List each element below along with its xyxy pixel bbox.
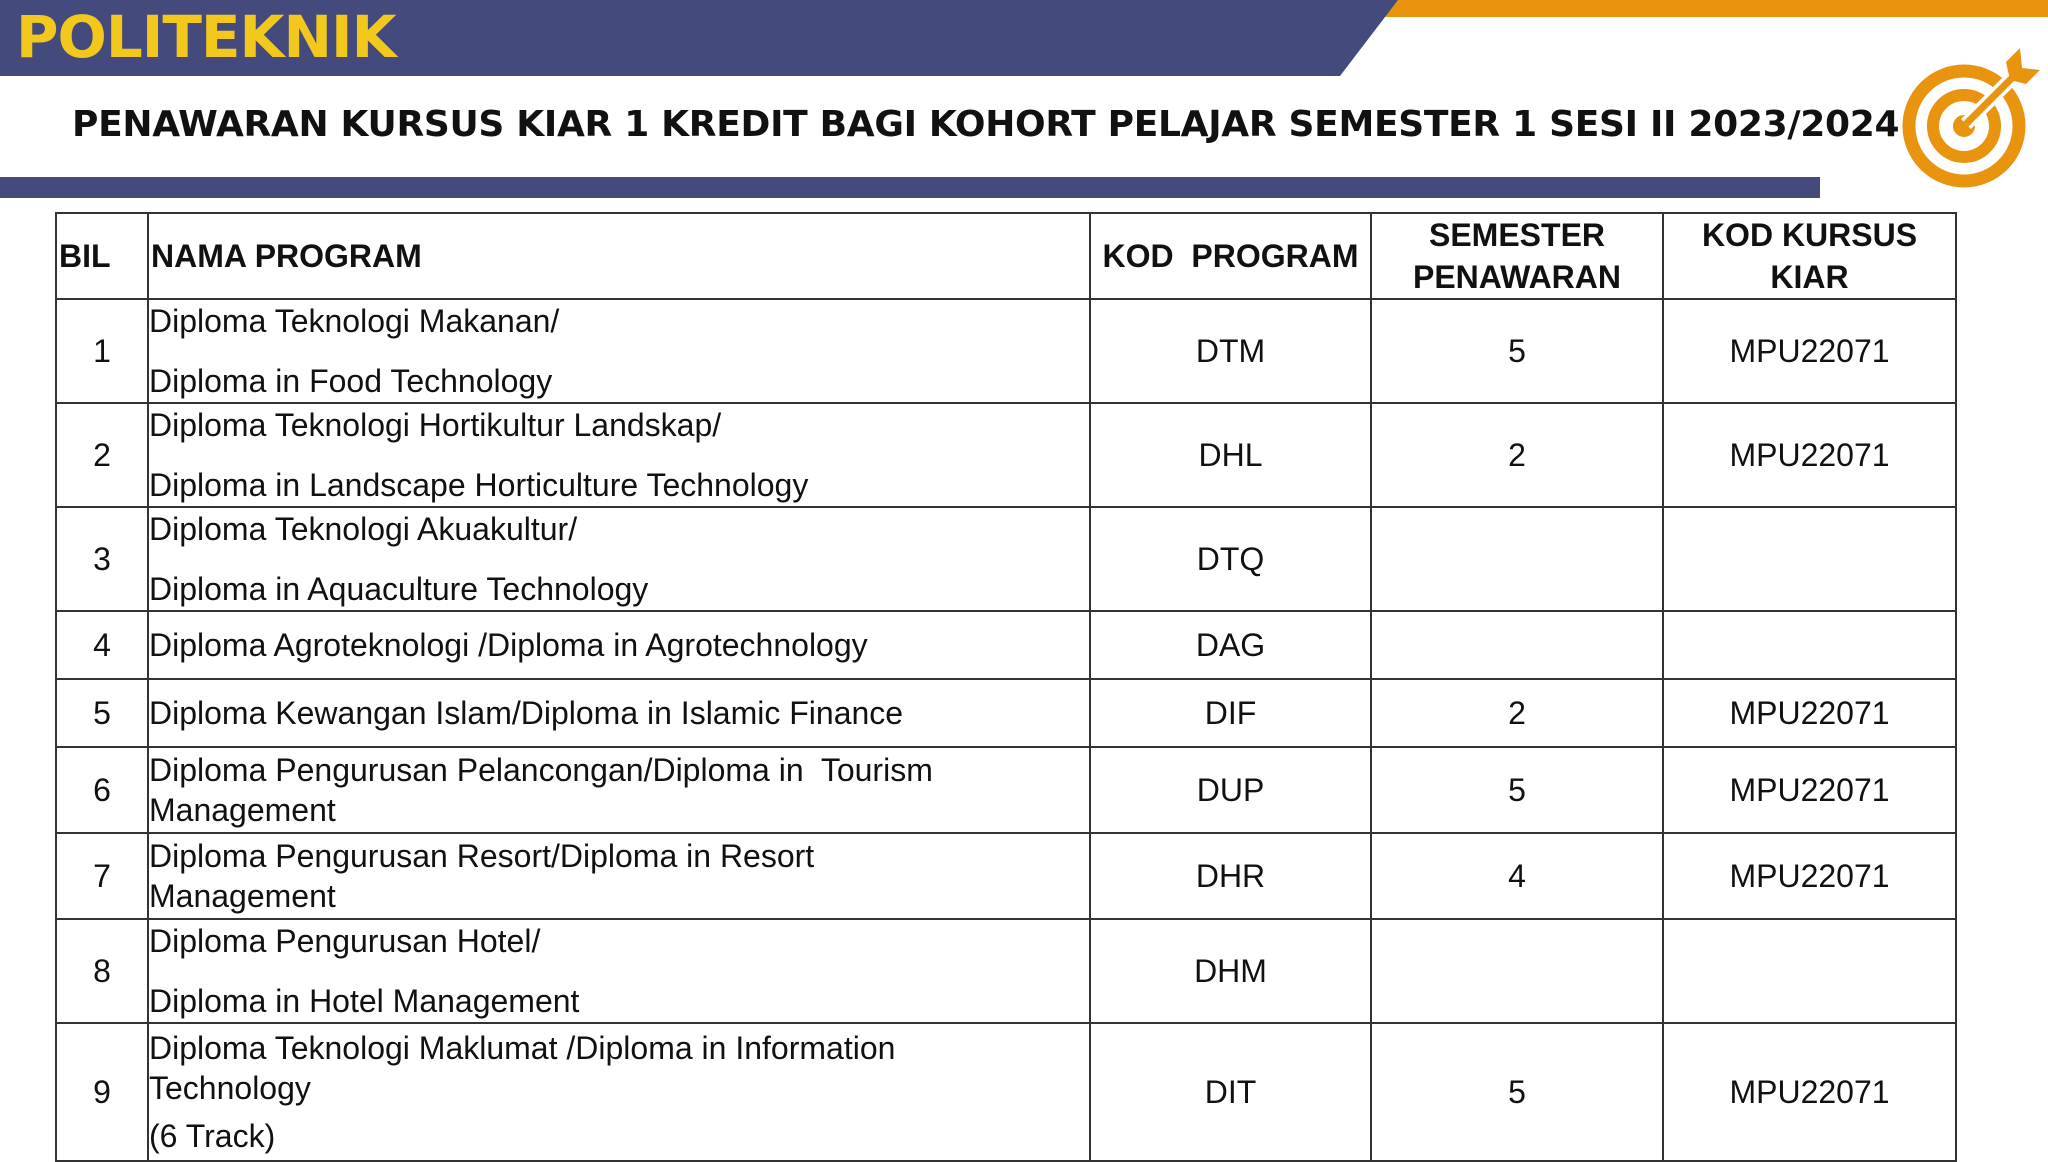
cell-kod-kiar: MPU22071	[1663, 747, 1956, 833]
program-name-line: Diploma in Landscape Horticulture Technology	[149, 467, 809, 503]
cell-semester	[1371, 507, 1663, 611]
table-row	[56, 403, 1956, 507]
program-name-line: Diploma Pengurusan Pelancongan/Diploma in Tourism	[149, 752, 933, 788]
cell-kod-kiar	[1663, 919, 1956, 1023]
table-row	[56, 611, 1956, 679]
cell-kod-kiar	[1663, 507, 1956, 611]
cell-program-name	[148, 611, 1090, 679]
program-name-line: Diploma Teknologi Maklumat /Diploma in Information	[149, 1030, 896, 1066]
col-header-semester	[1371, 213, 1663, 299]
accent-stripe	[1380, 0, 2048, 17]
program-name-line: Management	[149, 878, 336, 914]
program-name-line: Diploma in Hotel Management	[149, 983, 580, 1019]
cell-bil: 9	[56, 1023, 148, 1161]
table-row	[56, 679, 1956, 747]
cell-program-name	[148, 507, 1090, 611]
cell-kod-program: DHL	[1090, 403, 1371, 507]
brand-name: POLITEKNIK	[16, 3, 396, 71]
cell-kod-program: DTQ	[1090, 507, 1371, 611]
col-header-semester-l2: PENAWARAN	[1412, 259, 1621, 295]
table-header-row	[56, 213, 1956, 299]
cell-program-name	[148, 919, 1090, 1023]
program-name-line: Diploma Agroteknologi /Diploma in Agrotechnology	[149, 627, 868, 663]
target-arrow-icon	[1902, 48, 2042, 188]
course-table	[55, 212, 1957, 1162]
title-divider	[0, 177, 1820, 198]
col-header-kod: KOD PROGRAM	[1090, 213, 1371, 299]
cell-kod-kiar: MPU22071	[1663, 1023, 1956, 1161]
table-row	[56, 507, 1956, 611]
cell-kod-kiar: MPU22071	[1663, 403, 1956, 507]
cell-program-name	[148, 747, 1090, 833]
cell-semester: 5	[1371, 1023, 1663, 1161]
cell-bil: 8	[56, 919, 148, 1023]
col-header-nama: NAMA PROGRAM	[148, 213, 1090, 299]
cell-kod-program: DUP	[1090, 747, 1371, 833]
cell-kod-kiar: MPU22071	[1663, 833, 1956, 919]
cell-program-name	[148, 679, 1090, 747]
page-title: PENAWARAN KURSUS KIAR 1 KREDIT BAGI KOHORT PELAJAR SEMESTER 1 SESI II 2023/2024	[72, 104, 1900, 145]
col-header-bil: BIL	[56, 213, 148, 299]
cell-bil: 7	[56, 833, 148, 919]
cell-program-name	[148, 403, 1090, 507]
cell-bil: 5	[56, 679, 148, 747]
col-header-kiar	[1663, 213, 1956, 299]
cell-program-name	[148, 1023, 1090, 1161]
col-header-kiar-l2: KIAR	[1770, 259, 1849, 295]
table-row	[56, 299, 1956, 403]
cell-program-name	[148, 299, 1090, 403]
cell-semester	[1371, 611, 1663, 679]
cell-semester: 2	[1371, 679, 1663, 747]
cell-semester: 4	[1371, 833, 1663, 919]
cell-kod-program: DIF	[1090, 679, 1371, 747]
cell-kod-program: DHR	[1090, 833, 1371, 919]
col-header-semester-l1: SEMESTER	[1428, 217, 1606, 253]
cell-kod-kiar	[1663, 611, 1956, 679]
cell-kod-program: DTM	[1090, 299, 1371, 403]
cell-bil: 2	[56, 403, 148, 507]
cell-kod-program: DHM	[1090, 919, 1371, 1023]
cell-program-name	[148, 833, 1090, 919]
program-name-line: Diploma in Aquaculture Technology	[149, 571, 649, 607]
program-name-line: (6 Track)	[149, 1118, 276, 1154]
cell-bil: 3	[56, 507, 148, 611]
cell-semester: 5	[1371, 747, 1663, 833]
cell-bil: 1	[56, 299, 148, 403]
program-name-line: Diploma in Food Technology	[149, 363, 553, 399]
cell-semester: 5	[1371, 299, 1663, 403]
program-name-line: Management	[149, 792, 336, 828]
program-name-line: Diploma Teknologi Makanan/	[149, 303, 560, 339]
cell-kod-program: DAG	[1090, 611, 1371, 679]
table-row	[56, 919, 1956, 1023]
cell-bil: 6	[56, 747, 148, 833]
cell-semester: 2	[1371, 403, 1663, 507]
program-name-line: Technology	[149, 1070, 311, 1106]
cell-kod-kiar: MPU22071	[1663, 679, 1956, 747]
table-row	[56, 1023, 1956, 1161]
program-name-line: Diploma Kewangan Islam/Diploma in Islamic Finance	[149, 695, 904, 731]
table-row	[56, 833, 1956, 919]
cell-semester	[1371, 919, 1663, 1023]
program-name-line: Diploma Teknologi Hortikultur Landskap/	[149, 407, 722, 443]
program-name-line: Diploma Pengurusan Resort/Diploma in Resort	[149, 838, 815, 874]
program-name-line: Diploma Teknologi Akuakultur/	[149, 511, 578, 547]
cell-bil: 4	[56, 611, 148, 679]
cell-kod-kiar: MPU22071	[1663, 299, 1956, 403]
table-row	[56, 747, 1956, 833]
cell-kod-program: DIT	[1090, 1023, 1371, 1161]
program-name-line: Diploma Pengurusan Hotel/	[149, 923, 541, 959]
col-header-kiar-l1: KOD KURSUS	[1701, 217, 1918, 253]
